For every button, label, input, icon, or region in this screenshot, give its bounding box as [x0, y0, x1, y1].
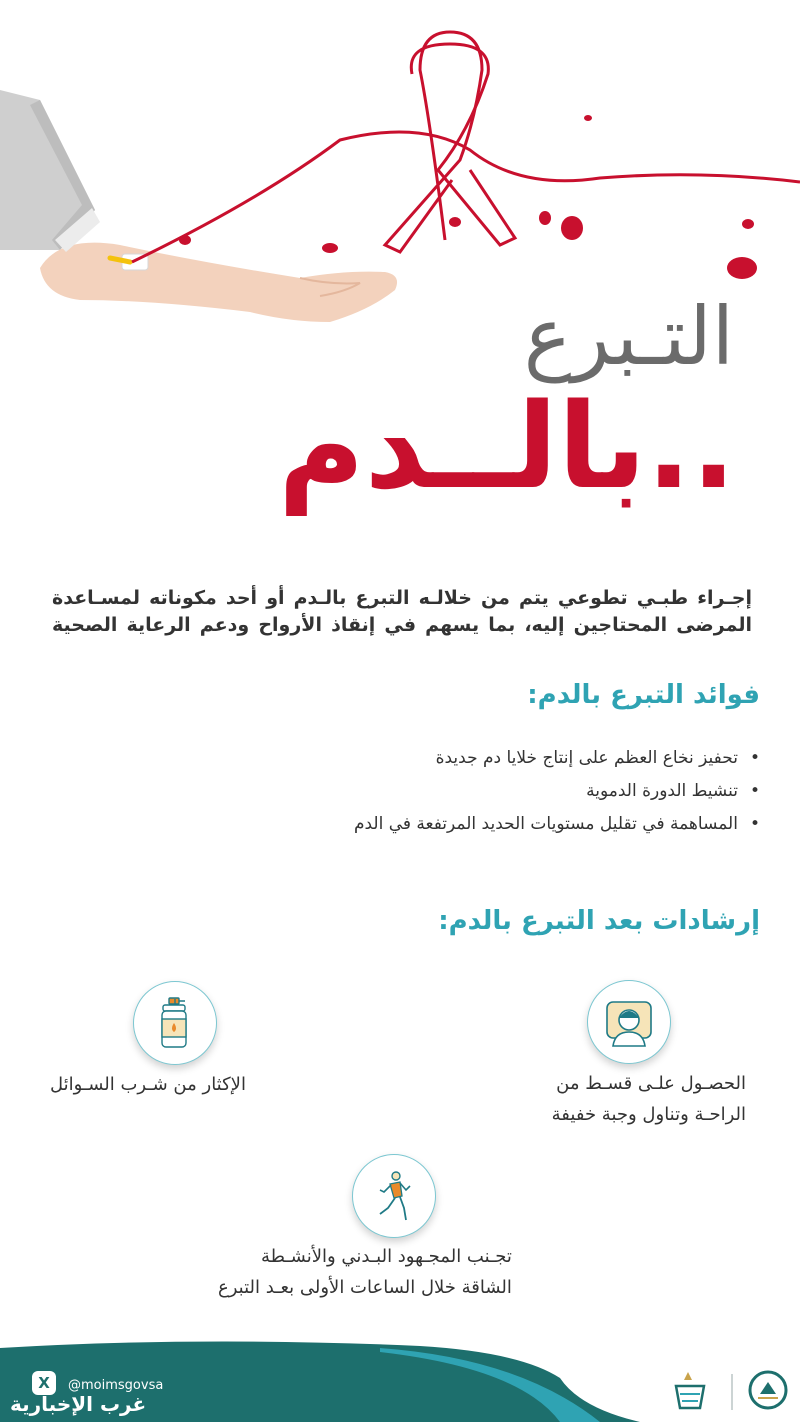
list-item — [160, 808, 760, 841]
tip-rest-text — [552, 1068, 746, 1130]
tip-water-line-1: الإكثار من شـرب السـوائل — [50, 1074, 246, 1095]
interior-emblem-icon — [750, 1372, 786, 1408]
bullet: • — [749, 814, 760, 834]
tip-run-line-2: الشاقة خلال الساعات الأولى بعـد التبرع — [218, 1277, 512, 1298]
benefits-heading: فوائد التبرع بالدم: — [527, 680, 760, 710]
benefit-text: المساهمة في تقليل مستويات الحديد المرتفعة في الدم — [353, 814, 738, 834]
rest-pillow-icon — [587, 980, 671, 1064]
water-bottle-icon — [133, 981, 217, 1065]
watermark-logo: غرب الإخبارية — [10, 1392, 147, 1416]
tip-water-text — [50, 1069, 246, 1100]
tip-run-line-1: تجـنب المجـهود البـدني والأنشـطة — [260, 1246, 512, 1267]
benefit-text: تنشيط الدورة الدموية — [586, 781, 738, 801]
x-logo-icon: X — [32, 1371, 56, 1395]
tip-rest-line-1: الحصـول علـى قسـط من — [556, 1073, 746, 1094]
ministry-logos — [660, 1360, 790, 1420]
benefits-list — [160, 742, 760, 841]
tip-rest-line-2: الراحـة وتناول وجبة خفيفة — [551, 1104, 746, 1125]
arm — [40, 243, 397, 322]
iv-tube — [132, 132, 800, 262]
tip-run-text — [218, 1241, 512, 1303]
benefit-text: تحفيز نخاع العظم على إنتاج خلايا دم جديدة — [435, 748, 738, 768]
list-item — [160, 742, 760, 775]
guidelines-heading: إرشادات بعد التبرع بالدم: — [438, 906, 760, 936]
bullet: • — [749, 781, 760, 801]
running-person-icon — [352, 1154, 436, 1238]
bullet: • — [749, 748, 760, 768]
list-item — [160, 775, 760, 808]
vision-emblem-icon — [676, 1372, 704, 1408]
title-line-1: التـبرع — [523, 290, 734, 383]
title-line-2: بالــدم.. — [278, 377, 736, 515]
hero-illustration — [0, 0, 800, 340]
intro-paragraph: إجـراء طبـي تطوعي يتم من خلالـه التبرع بالـدم أو أحد مكوناته لمسـاعدة المرضى المحتاجين إليه، بما يسهم في إنقاذ الأرواح ودعم الرعاية الصحية — [52, 587, 752, 636]
social-handle: @moimsgovsa — [68, 1378, 164, 1393]
